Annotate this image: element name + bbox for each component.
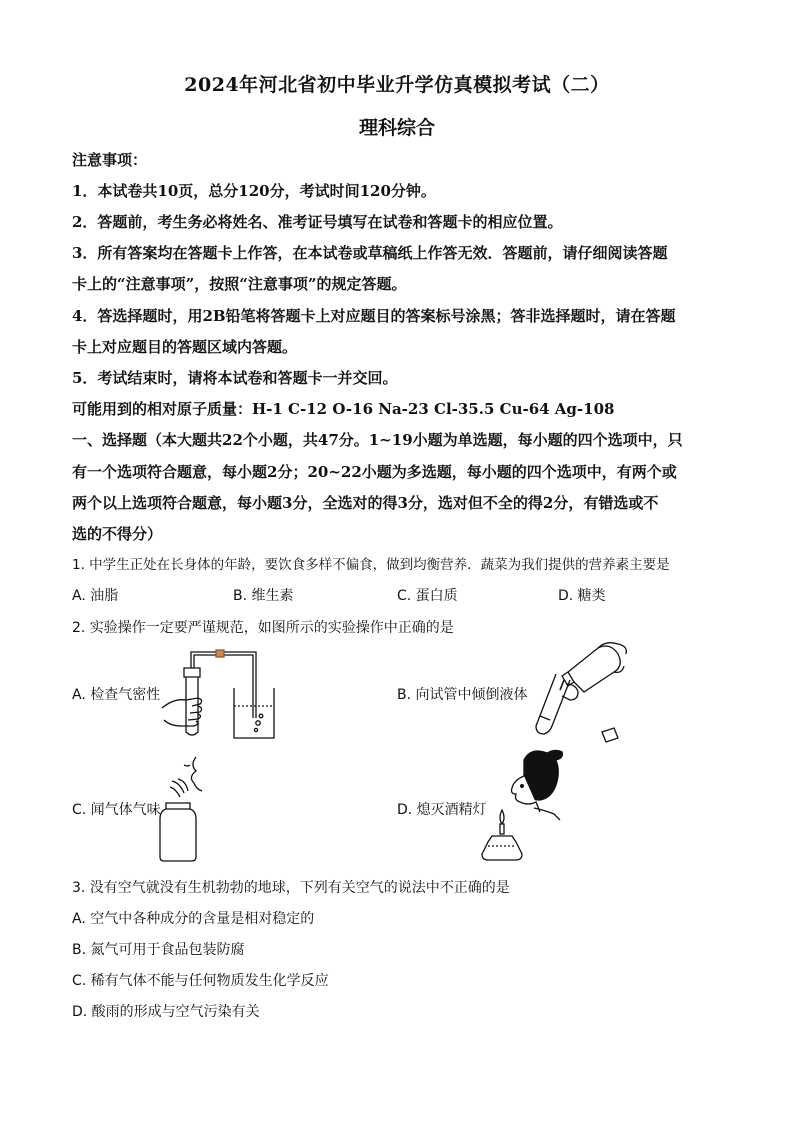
notes-heading: 注意事项： [72,151,148,169]
note-item: 卡上对应题目的答题区域内答题。 [72,338,298,356]
question-3-option-c[interactable]: C. 稀有气体不能与任何物质发生化学反应 [72,973,329,989]
question-1-option-b[interactable]: B. 维生素 [233,588,294,604]
note-item: 卡上的“注意事项”，按照“注意事项”的规定答题。 [72,275,407,293]
exam-title: 2024年河北省初中毕业升学仿真模拟考试（二） [184,74,610,96]
note-item: 4．答选择题时，用2B铅笔将答题卡上对应题目的答案标号涂黑；答非选择题时，请在答题 [72,307,676,325]
question-1-option-c[interactable]: C. 蛋白质 [397,588,458,604]
airtightness-check-illustration [160,648,275,743]
question-2-option-b[interactable]: B. 向试管中倾倒液体 [397,687,528,703]
question-3-option-a[interactable]: A. 空气中各种成分的含量是相对稳定的 [72,911,315,927]
question-1-option-a[interactable]: A. 油脂 [72,588,119,604]
note-item: 2．答题前，考生务必将姓名、准考证号填写在试卷和答题卡的相应位置。 [72,213,563,231]
question-2-option-a[interactable]: A. 检查气密性 [72,687,161,703]
section-heading-line: 有一个选项符合题意，每小题2分；20~22小题为多选题，每小题的四个选项中，有两个或 [72,463,677,481]
question-2-option-c[interactable]: C. 闻气体气味 [72,802,161,818]
question-3-option-d[interactable]: D. 酸雨的形成与空气污染有关 [72,1004,260,1020]
note-item: 3．所有答案均在答题卡上作答，在本试卷或草稿纸上作答无效．答题前，请仔细阅读答题 [72,244,668,262]
section-heading-line: 选的不得分） [72,525,163,543]
question-2-stem: 2. 实验操作一定要严谨规范，如图所示的实验操作中正确的是 [72,620,454,636]
question-1-stem: 1. 中学生正处在长身体的年龄，要饮食多样不偏食，做到均衡营养．蔬菜为我们提供的营养素主要是 [72,557,670,573]
question-2-option-d[interactable]: D. 熄灭酒精灯 [397,802,487,818]
question-1-option-d[interactable]: D. 糖类 [558,588,606,604]
exam-subtitle: 理科综合 [358,117,435,139]
section-heading-line: 一、选择题（本大题共22个小题，共47分。1~19小题为单选题，每小题的四个选项中，只 [72,431,683,449]
question-3-stem: 3. 没有空气就没有生机勃勃的地球，下列有关空气的说法中不正确的是 [72,880,510,896]
note-item: 1．本试卷共10页，总分120分，考试时间120分钟。 [72,182,436,200]
extinguish-lamp-illustration [480,748,580,866]
atomic-mass-line: 可能用到的相对原子质量：H-1 C-12 O-16 Na-23 Cl-35.5 Cu-64 Ag-108 [72,400,615,418]
question-3-option-b[interactable]: B. 氮气可用于食品包装防腐 [72,942,245,958]
section-heading-line: 两个以上选项符合题意，每小题3分，全选对的得3分，选对但不全的得2分，有错选或不 [72,494,659,512]
pouring-liquid-illustration [522,640,642,750]
smelling-gas-illustration [150,757,220,863]
note-item: 5．考试结束时，请将本试卷和答题卡一并交回。 [72,369,398,387]
